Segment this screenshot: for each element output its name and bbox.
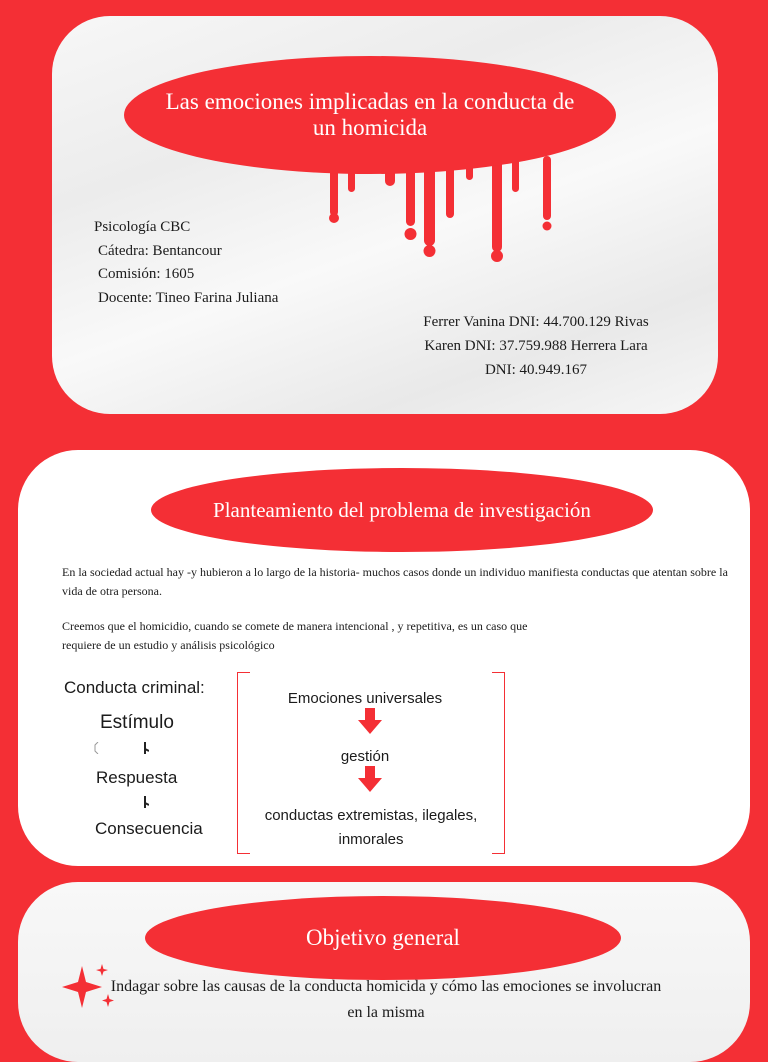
step-response: Respuesta [96, 768, 178, 787]
problem-heading-ellipse [151, 468, 653, 552]
arrow-down-icon [358, 708, 382, 734]
bracket-tick-icon [94, 742, 99, 754]
problem-heading: Planteamiento del problema de investigación [213, 497, 591, 522]
course-line: Docente: Tineo Farina Juliana [98, 289, 279, 306]
course-line: Psicología CBC [94, 219, 191, 235]
flow-step-behaviors: conductas extremistas, ilegales, inmorales [264, 807, 478, 848]
paragraph-line: requiere de un estudio y análisis psicológico [62, 638, 275, 652]
flow-step-management: gestión [340, 748, 390, 765]
objective-card [18, 882, 750, 1062]
page-title: Las emociones implicadas en la conducta de un homicida [165, 89, 575, 140]
paragraph-line: Creemos que el homicidio, cuando se comete de manera intencional , y repetitiva, es un caso que [62, 619, 528, 633]
arrow-tick-icon [144, 796, 149, 808]
step-stimulus: Estímulo [100, 712, 174, 733]
step-consequence: Consecuencia [95, 819, 203, 838]
flow-step-emotions: Emociones universales [287, 690, 443, 707]
arrow-tick-icon [144, 742, 149, 754]
title-ellipse [124, 56, 616, 174]
arrow-down-icon [358, 766, 382, 792]
author-line: Karen DNI: 37.759.988 Herrera Lara [424, 338, 648, 354]
course-info [94, 216, 278, 310]
objective-heading-ellipse [145, 896, 621, 980]
objective-heading: Objetivo general [306, 925, 460, 950]
criminal-conduct-title: Conducta criminal: [64, 678, 205, 697]
objective-text: Indagar sobre las causas de la conducta homicida y cómo las emociones se involucran en la misma [110, 978, 662, 1021]
course-line: Cátedra: Bentancour [98, 242, 222, 259]
course-line: Comisión: 1605 [98, 266, 195, 282]
emotion-flow-box [237, 672, 505, 856]
author-line: DNI: 40.949.167 [484, 362, 588, 378]
author-line: Ferrer Vanina DNI: 44.700.129 Rivas [423, 314, 649, 330]
authors-block [376, 310, 696, 382]
problem-card [18, 450, 750, 866]
problem-paragraph-2 [62, 617, 742, 655]
cover-card [52, 16, 718, 414]
problem-paragraph-1: En la sociedad actual hay -y hubieron a lo largo de la historia- muchos casos donde un individuo manifiesta conductas que atentan sobre la vida de otra persona. [62, 565, 728, 598]
